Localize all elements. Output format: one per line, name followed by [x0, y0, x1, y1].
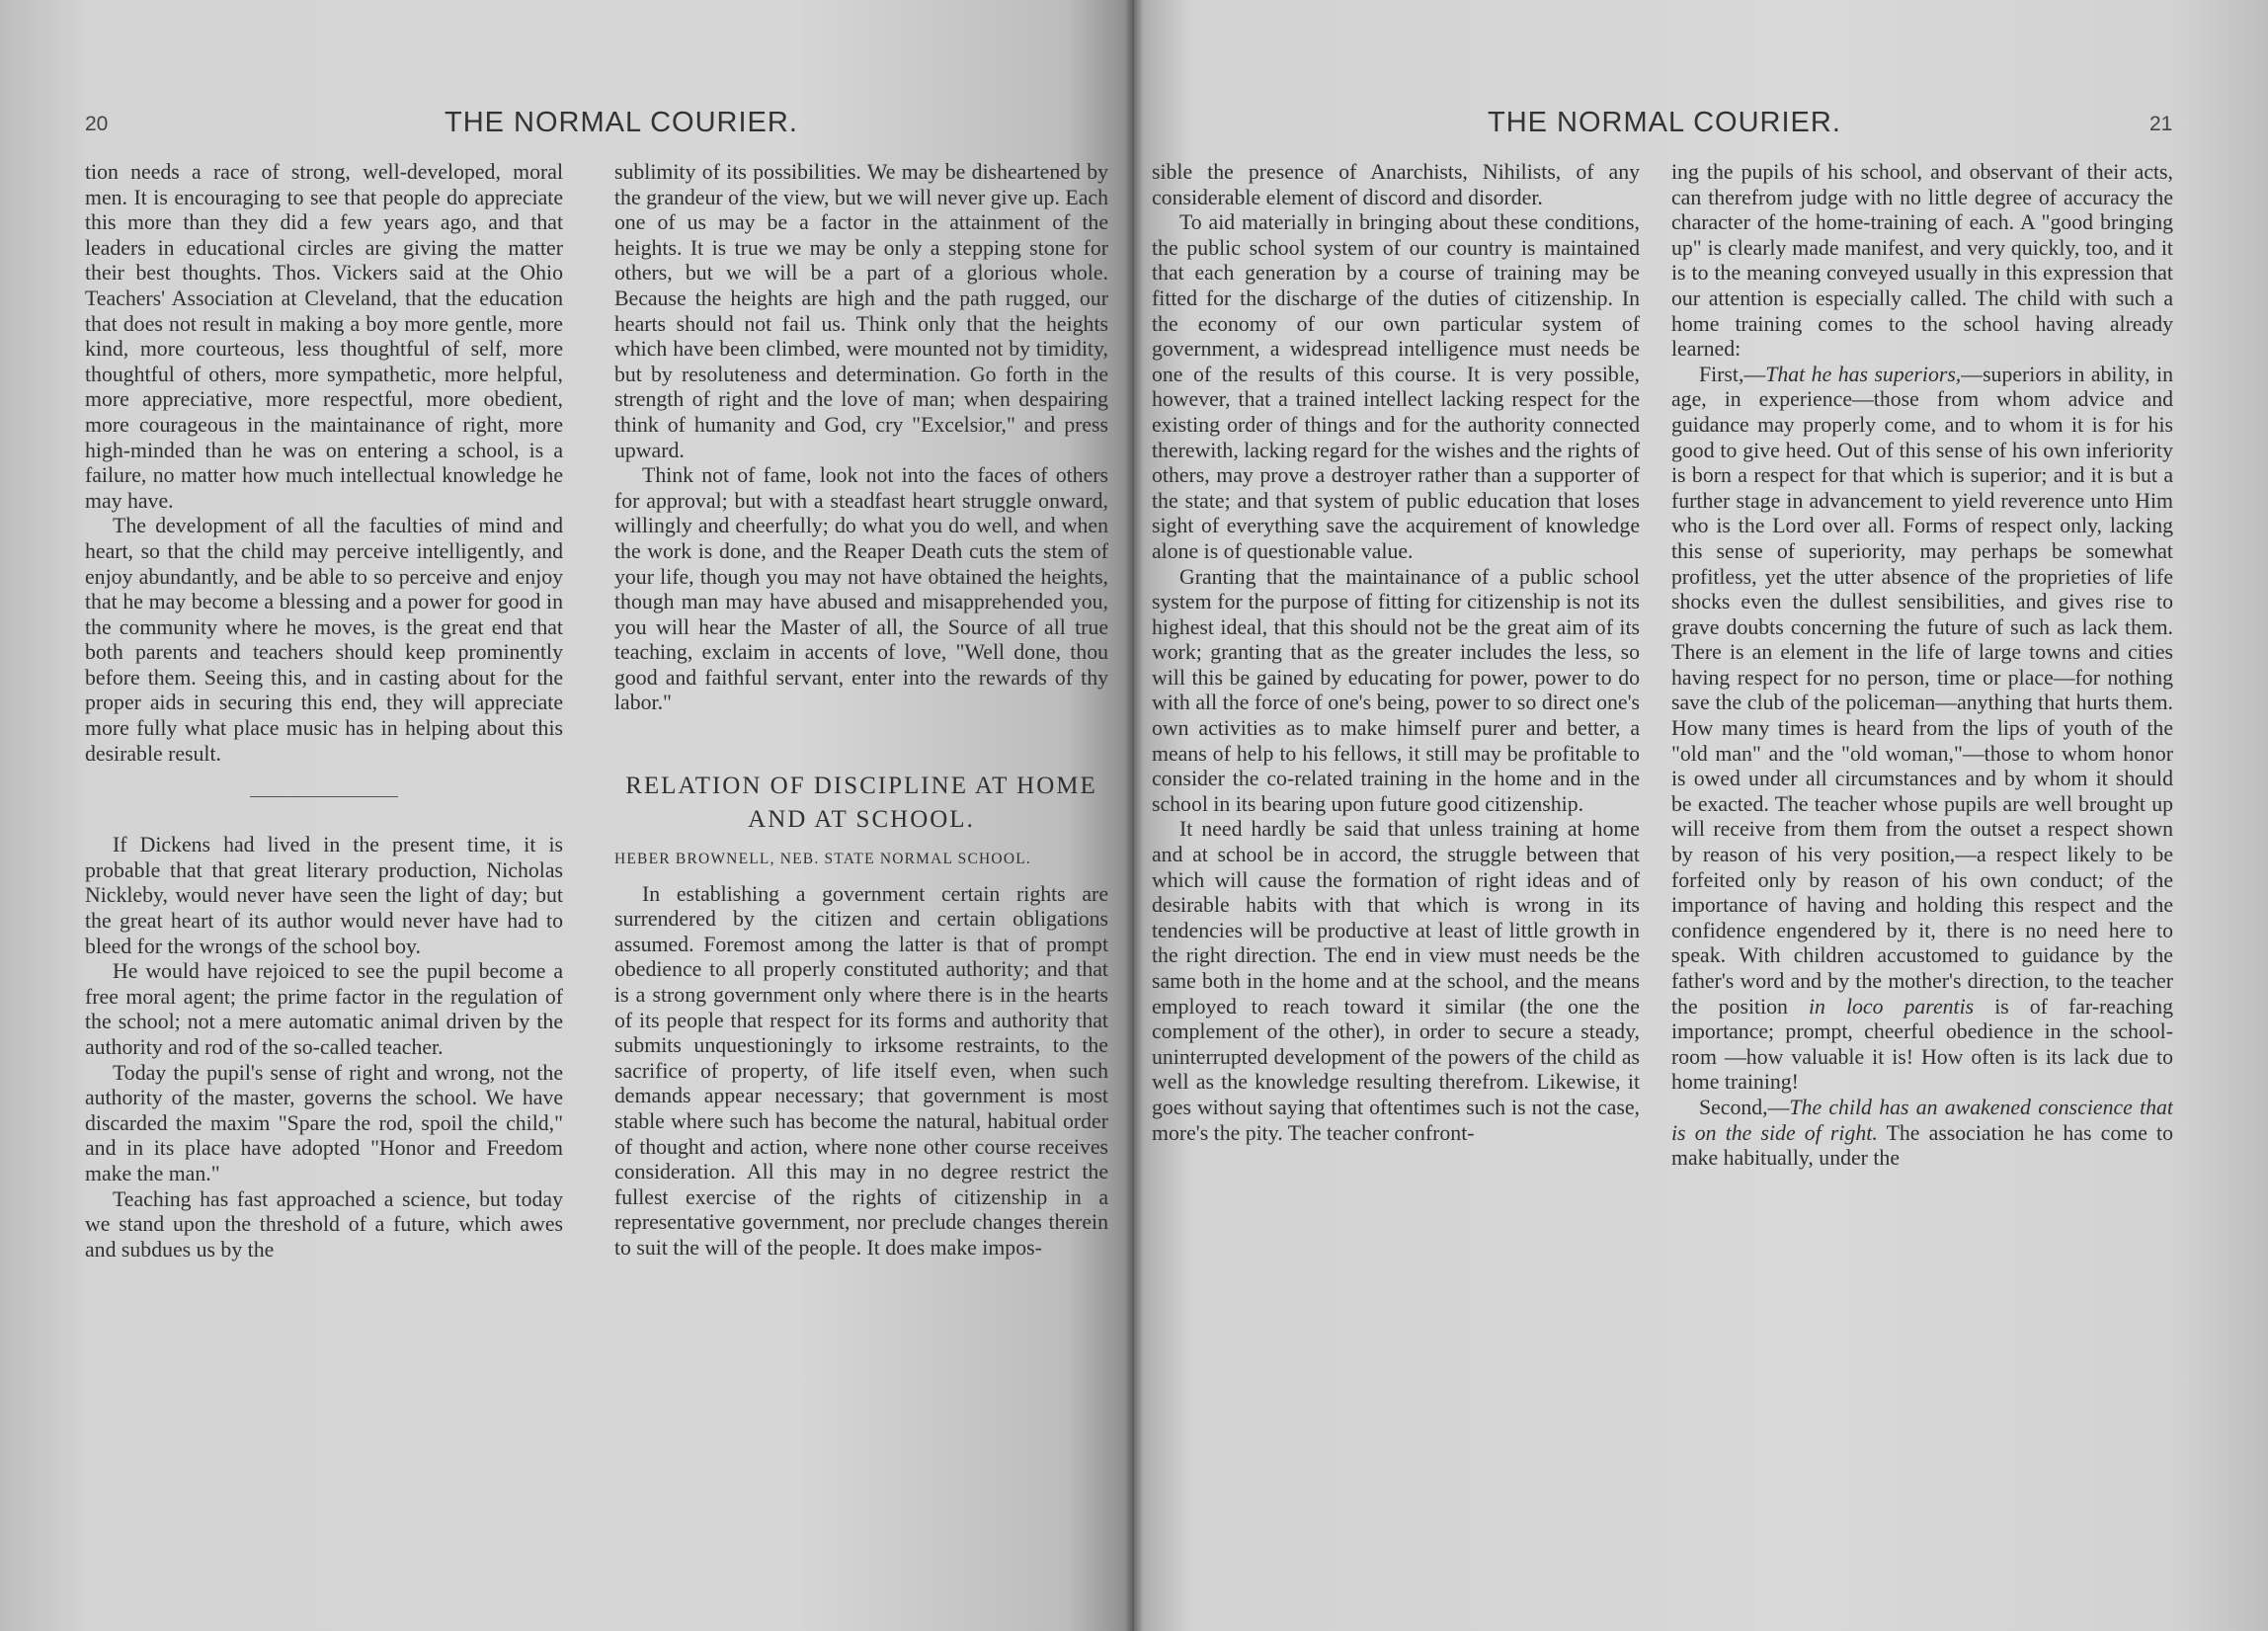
left-running-head: THE NORMAL COURIER. — [445, 107, 798, 138]
paragraph: ing the pupils of his school, and observant of their acts, can therefrom judge with no little degree of accuracy the character of the home-training of each. A "good bringing up" is clearly made manifest, and very quickly, too, and it is to the meaning conveyed usually in this expression that our attention is especially called. The child with such a home training comes to the school having already learned: — [1671, 160, 2173, 362]
point-text: is of far-reaching importance; prompt, cheerful obedience in the school-room —how valuable it is! How often is its lack due to home training! — [1671, 994, 2173, 1095]
article-title — [614, 770, 1108, 837]
paragraph: Granting that the maintainance of a public school system for the purpose of fitting for citizenship is not its highest ideal, that this should not be the great aim of its work; granting that as the greater includes the less, so will this be gained by educating for power, power to do with all the force of one's being, power to so direct one's own activities as to make himself purer and better, a means of help to his fellows, it still may be profitable to consider the co-related training in the home and in the school in its bearing upon future good citizenship. — [1152, 564, 1640, 816]
paragraph: Teaching has fast approached a science, but today we stand upon the threshold of a future, which awes and subdues us by the — [85, 1186, 563, 1262]
book-gutter — [1124, 0, 1144, 1631]
paragraph-first-point — [1671, 363, 2173, 1096]
point-heading: The child has an awakened conscience that is on the side of right. — [1671, 1095, 2173, 1145]
point-text: —superiors in ability, in age, in experience—those from whom advice and guidance may properly come, and to whom it is for his good to give heed. Out of this sense of his own inferiority is born a respect for that which is superior; and it is but a further stage in advancement to yield reverence unto Him who is the Lord over all. Forms of respect only, lacking this sense of superiority, may perhaps be somewhat profitless, yet the utter absence of the proprieties of life shocks even the dullest sensibilities, and gives rise to grave doubts concerning the future of such as lack them. There is an element in the life of large towns and cities having respect for no person, time or place—for nothing save the club of the policeman—anything that hurts them. How many times is heard from the lips of youth of the "old man" and the "old woman,"—those to whom honor is owed under all circumstances and by whom it should be exacted. The teacher whose pupils are well brought up will receive from them from the outset a respect shown by reason of his very position,—a respect likely to be forfeited only by reason of his own conduct; of the importance of having and holding this respect and the confidence engendered by it, there is no need here to speak. With children accustomed to guidance by the father's word and by the mother's direction, to the teacher the position — [1671, 362, 2173, 1019]
paragraph: Today the pupil's sense of right and wrong, not the authority of the master, governs the school. We have discarded the maxim "Spare the rod, spoil the child," and in its place have adopted "Honor and Freedom make the man." — [85, 1060, 563, 1185]
paragraph: It need hardly be said that unless training at home and at school be in accord, the struggle between that which will cause the formation of right ideas and of desirable habits with that which is wrong in its tendencies will be productive at least of little growth in the right direction. The end in view must needs be the same both in the home and at the school, and the means employed to reach toward it similar (the one the complement of the other), in order to secure a steady, uninterrupted development of the powers of the child as well as the knowledge resulting therefrom. Likewise, it goes without saying that oftentimes such is not the case, more's the pity. The teacher confront- — [1152, 817, 1640, 1145]
paragraph: tion needs a race of strong, well-developed, moral men. It is encouraging to see that people do appreciate this more than they did a few years ago, and that leaders in educational circles are giving the matter their best thoughts. Thos. Vickers said at the Ohio Teachers' Association at Cleveland, that the education that does not result in making a boy more gentle, more kind, more courteous, less thoughtful of self, more thoughtful of others, more sympathetic, more helpful, more appreciative, more respectful, more obedient, more courageous in the maintainance of right, more high-minded than he was on entering a school, is a failure, no matter how much intellectual knowledge he may have. — [85, 160, 563, 513]
right-page-number: 21 — [2149, 113, 2173, 135]
right-column-1 — [1152, 160, 1640, 1583]
paragraph: To aid materially in bringing about these conditions, the public school system of our country is maintained that each generation by a course of training may be fitted for the discharge of the duties of citizenship. In the economy of our own particular system of government, a widespread intelligence must needs be one of the results of this course. It is very possible, however, that a trained intellect lacking respect for the existing order of things and for the authority connected therewith, lacking regard for the wishes and the rights of others, may prove a destroyer rather than a supporter of the state; and that system of public education that loses sight of everything save the acquirement of knowledge alone is of questionable value. — [1152, 210, 1640, 563]
point-heading: That he has superiors, — [1765, 362, 1962, 386]
paragraph-second-point — [1671, 1096, 2173, 1172]
article-title-line: AND AT SCHOOL. — [748, 806, 975, 834]
left-column-1 — [85, 160, 563, 1583]
left-column-2 — [614, 160, 1108, 1583]
point-label: Second,— — [1699, 1095, 1790, 1119]
paragraph: sible the presence of Anarchists, Nihilists, of any considerable element of discord and disorder. — [1152, 160, 1640, 209]
article-byline: HEBER BROWNELL, NEB. STATE NORMAL SCHOOL. — [614, 851, 1031, 868]
article-title-line: RELATION OF DISCIPLINE AT HOME — [625, 773, 1097, 800]
paragraph: In establishing a government certain rights are surrendered by the citizen and certain obligations assumed. Foremost among the latter is that of prompt obedience to all properly constituted authority; and that is a strong government only where there is in the hearts of its people that respect for its forms and authority that submits unquestioningly to irksome restraints, to the sacrifice of property, of life itself even, when such demands appear necessary; that government is most stable where such has become the natural, habitual order of thought and action, where none other course receives consideration. All this may in no degree restrict the fullest exercise of the rights of citizenship in a representative government, nor preclude changes therein to suit the will of the people. It does make impos- — [614, 881, 1108, 1260]
point-label: First,— — [1699, 362, 1766, 386]
latin-phrase: in loco parentis — [1808, 994, 1975, 1019]
right-page — [1134, 0, 2268, 1631]
paragraph: The development of all the faculties of mind and heart, so that the child may perceive intelligently, and enjoy abundantly, and be able to so perceive and enjoy that he may become a blessing and a power for good in the community where he moves, is the great end that both parents and teachers should keep prominently before them. Seeing this, and in casting about for the proper aids in securing this end, they will appreciate more fully what place music has in helping about this desirable result. — [85, 514, 563, 766]
point-text: The association he has come to make habitually, under the — [1671, 1120, 2173, 1171]
right-column-2 — [1671, 160, 2173, 1583]
paragraph: Think not of fame, look not into the faces of others for approval; but with a steadfast heart struggle onward, willingly and cheerfully; do what you do well, and when the work is done, and the Reaper Death cuts the stem of your life, though you may not have obtained the heights, though man may have abused and misapprehended you, you will hear the Master of all, the Source of all true teaching, exclaim in accents of love, "Well done, thou good and faithful servant, enter into the rewards of thy labor." — [614, 463, 1108, 715]
section-divider — [250, 796, 398, 797]
right-running-head: THE NORMAL COURIER. — [1488, 107, 1841, 138]
left-page-number: 20 — [85, 113, 109, 135]
paragraph: He would have rejoiced to see the pupil become a free moral agent; the prime factor in the regulation of the school; not a mere automatic animal driven by the authority and rod of the so-called teacher. — [85, 959, 563, 1059]
paragraph: If Dickens had lived in the present time, it is probable that that great literary production, Nicholas Nickleby, would never have seen the light of day; but the great heart of its author would never have had to bleed for the wrongs of the school boy. — [85, 833, 563, 958]
paragraph: sublimity of its possibilities. We may be disheartened by the grandeur of the view, but we will never give up. Each one of us may be a factor in the attainment of the heights. It is true we may be only a stepping stone for others, but we will be a part of a glorious whole. Because the heights are high and the path rugged, our hearts should not fail us. Think only that the heights which have been climbed, were mounted not by timidity, but by resoluteness and determination. Go forth in the strength of right and the love of man; when despairing think of humanity and God, cry "Excelsior," and press upward. — [614, 160, 1108, 462]
